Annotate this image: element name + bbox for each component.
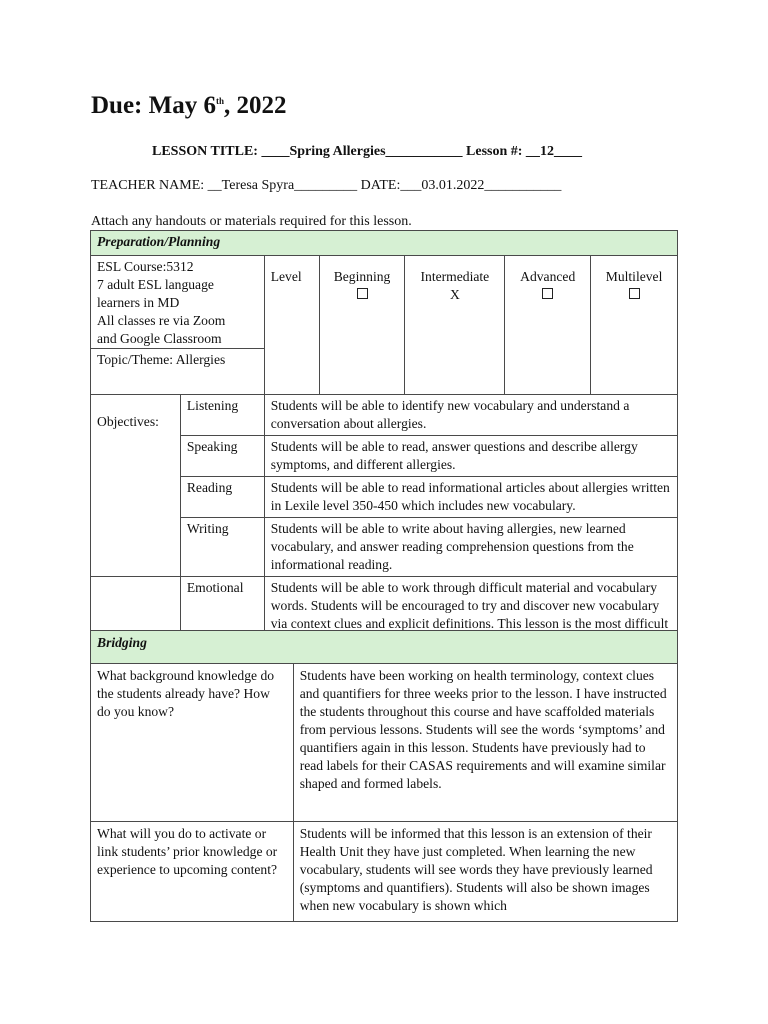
attach-note: Attach any handouts or materials required for this lesson. (91, 214, 412, 229)
bridging-answer: Students will be informed that this lesson is an extension of their Health Unit they have just completed. When learning the new vocabulary, students will see words they have previously learned (symptoms and quantifiers). Students will also be shown images when new vocabulary is shown which (293, 822, 677, 922)
objective-text: Students will be able to read, answer questions and describe allergy symptoms, and different allergies. (264, 436, 677, 477)
bridging-table (90, 630, 678, 922)
date-label: _________ DATE:___ (294, 178, 422, 193)
bridging-answer: Students have been working on health terminology, context clues and quantifiers for three weeks prior to the lesson. I have instructed the students throughout this course and have scaffolded materials from pervious lessons. Students will see the words ‘symptoms’ and quantifiers again in this lesson. Students have previously had to read labels for their CASAS requirements and will examine similar shaped and formed labels. (293, 664, 677, 822)
level-advanced-cell (505, 256, 591, 395)
lesson-title-line (152, 144, 582, 160)
checkbox-empty-icon (629, 288, 640, 299)
objective-text: Students will be able to work through difficult material and vocabulary words. Students will be encouraged to try and discover new vocabulary via context clues and explicit definitions. This lesson is the most difficult (264, 577, 677, 654)
objective-skill: Emotional (180, 577, 264, 654)
course-line: All classes re via Zoom (97, 313, 226, 328)
checkbox-empty-icon (542, 288, 553, 299)
due-prefix: Due: May 6 (91, 92, 216, 119)
level-beginning-cell (319, 256, 405, 395)
lesson-number-label: ___________ Lesson #: __ (385, 144, 540, 159)
lesson-title-label: LESSON TITLE: ____ (152, 144, 290, 159)
date-line-end: ___________ (484, 178, 562, 193)
objective-text: Students will be able to read informational articles about allergies written in Lexile level 350-450 which includes new vocabulary. (264, 477, 677, 518)
lesson-title-value: Spring Allergies (289, 144, 386, 159)
level-name: Multilevel (605, 269, 663, 284)
preparation-table (90, 230, 678, 654)
level-name: Intermediate (420, 269, 490, 284)
objectives-label: Objectives: (91, 395, 181, 577)
level-name: Advanced (520, 269, 576, 284)
due-suffix: , 2022 (224, 92, 287, 119)
objective-skill: Listening (180, 395, 264, 436)
level-name: Beginning (333, 269, 391, 284)
level-multilevel-cell (591, 256, 678, 395)
objective-skill: Writing (180, 518, 264, 577)
level-mark: X (449, 287, 460, 302)
teacher-label: TEACHER NAME: __ (91, 178, 222, 193)
objective-text: Students will be able to write about having allergies, new learned vocabulary, and answer reading comprehension questions from the informational reading. (264, 518, 677, 577)
due-date-heading (91, 92, 287, 120)
course-line: 7 adult ESL language (97, 277, 214, 292)
bridging-question: What will you do to activate or link students’ prior knowledge or experience to upcoming content? (91, 822, 294, 922)
checkbox-empty-icon (357, 288, 368, 299)
objective-text: Students will be able to identify new vocabulary and understand a conversation about allergies. (264, 395, 677, 436)
bridging-question: What background knowledge do the students already have? How do you know? (91, 664, 294, 822)
due-superscript: th (215, 96, 224, 106)
objective-skill: Reading (180, 477, 264, 518)
level-intermediate-cell (405, 256, 505, 395)
preparation-section-title: Preparation/Planning (91, 231, 678, 256)
teacher-name-value: Teresa Spyra (221, 178, 295, 193)
level-label-cell: Level (264, 256, 319, 395)
course-line: learners in MD (97, 295, 180, 310)
teacher-line (91, 178, 561, 194)
lesson-number-value: 12 (539, 144, 554, 159)
course-line: ESL Course:5312 (97, 259, 194, 274)
course-line: and Google Classroom (97, 331, 222, 346)
objective-skill: Speaking (180, 436, 264, 477)
lesson-line-end: ____ (553, 144, 582, 159)
bridging-section-title: Bridging (91, 631, 678, 664)
date-value: 03.01.2022 (421, 178, 485, 193)
course-info-cell (91, 256, 265, 349)
topic-cell: Topic/Theme: Allergies (91, 349, 265, 395)
